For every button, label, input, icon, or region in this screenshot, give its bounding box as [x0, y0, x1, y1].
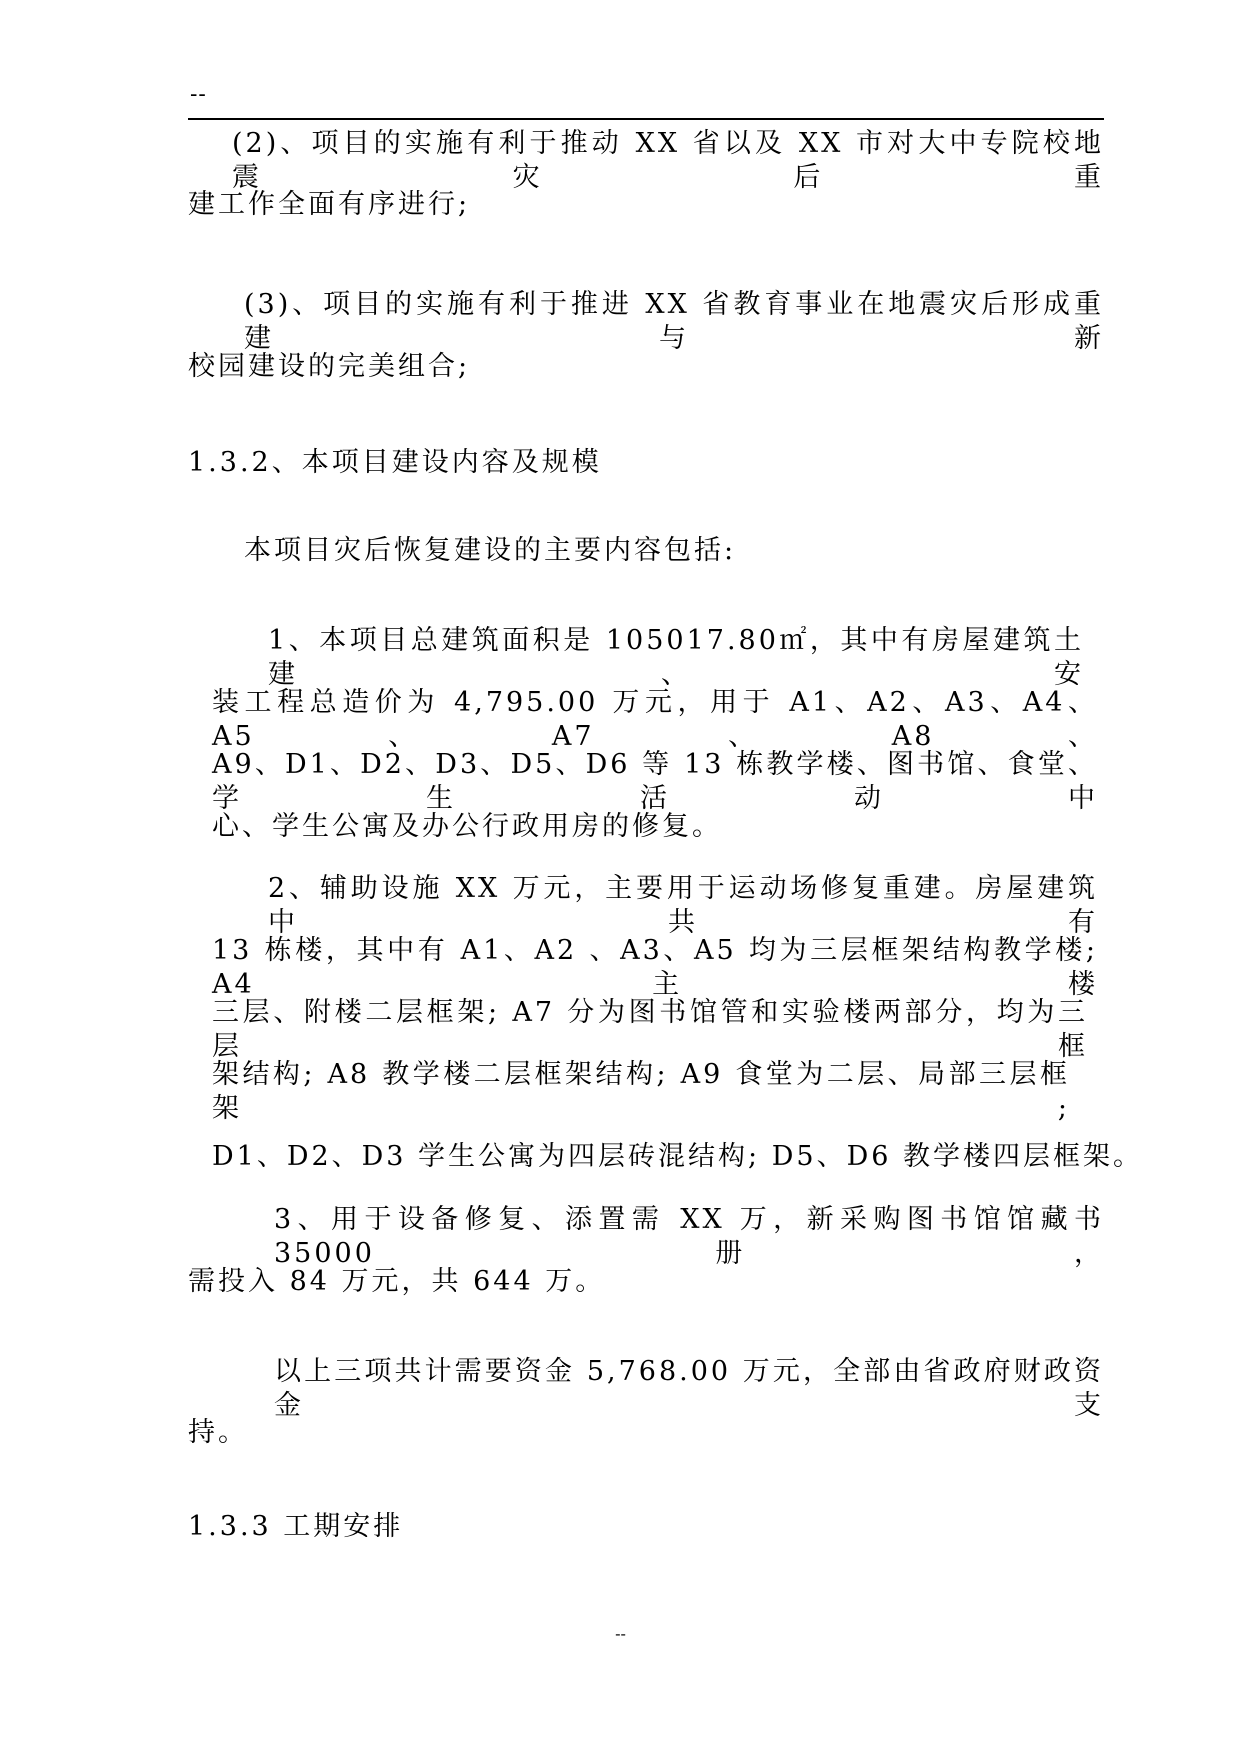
section-heading-1-3-2: 1.3.2、本项目建设内容及规模: [188, 447, 602, 478]
item-1-line-2: 装工程总造价为 4,795.00 万元，用于 A1、A2、A3、A4、A5、A7、A8、: [212, 687, 1098, 752]
item-1-line-3: A9、D1、D2、D3、D5、D6 等 13 栋教学楼、图书馆、食堂、学生活动中: [212, 749, 1098, 814]
item-2-line-1: 2、辅助设施 XX 万元，主要用于运动场修复重建。房屋建筑中共有: [268, 873, 1098, 938]
page-header-mark: --: [190, 82, 207, 107]
paragraph-3-line-1: (3)、项目的实施有利于推进 XX 省教育事业在地震灾后形成重建与新: [244, 289, 1104, 354]
item-3-line-2: 需投入 84 万元，共 644 万。: [188, 1266, 606, 1297]
item-1-line-1: 1、本项目总建筑面积是 105017.80㎡，其中有房屋建筑土建、安: [268, 625, 1084, 690]
summary-line-1: 以上三项共计需要资金 5,768.00 万元，全部由省政府财政资金支: [274, 1356, 1104, 1421]
item-3-line-1: 3、用于设备修复、添置需 XX 万，新采购图书馆馆藏书 35000 册，: [274, 1204, 1104, 1269]
paragraph-2-line-2: 建工作全面有序进行;: [188, 189, 471, 220]
item-2-line-3: 三层、附楼二层框架; A7 分为图书馆管和实验楼两部分，均为三层框: [212, 997, 1088, 1062]
intro-paragraph: 本项目灾后恢复建设的主要内容包括:: [244, 535, 737, 566]
summary-line-2: 持。: [188, 1417, 248, 1448]
section-heading-1-3-3: 1.3.3 工期安排: [188, 1511, 404, 1542]
paragraph-2-line-1: (2)、项目的实施有利于推动 XX 省以及 XX 市对大中专院校地震灾后重: [232, 128, 1104, 193]
item-2-line-2: 13 栋楼，其中有 A1、A2 、A3、A5 均为三层框架结构教学楼; A4 主楼: [212, 935, 1098, 1000]
page-footer-mark: --: [615, 1624, 626, 1643]
paragraph-3-line-2: 校园建设的完美组合;: [188, 351, 471, 382]
item-2-line-4: 架结构; A8 教学楼二层框架结构; A9 食堂为二层、局部三层框架;: [212, 1059, 1070, 1124]
header-rule: [188, 118, 1104, 120]
item-1-line-4: 心、学生公寓及办公行政用房的修复。: [212, 811, 722, 842]
item-2-line-5: D1、D2、D3 学生公寓为四层砖混结构; D5、D6 教学楼四层框架。: [212, 1141, 1143, 1172]
